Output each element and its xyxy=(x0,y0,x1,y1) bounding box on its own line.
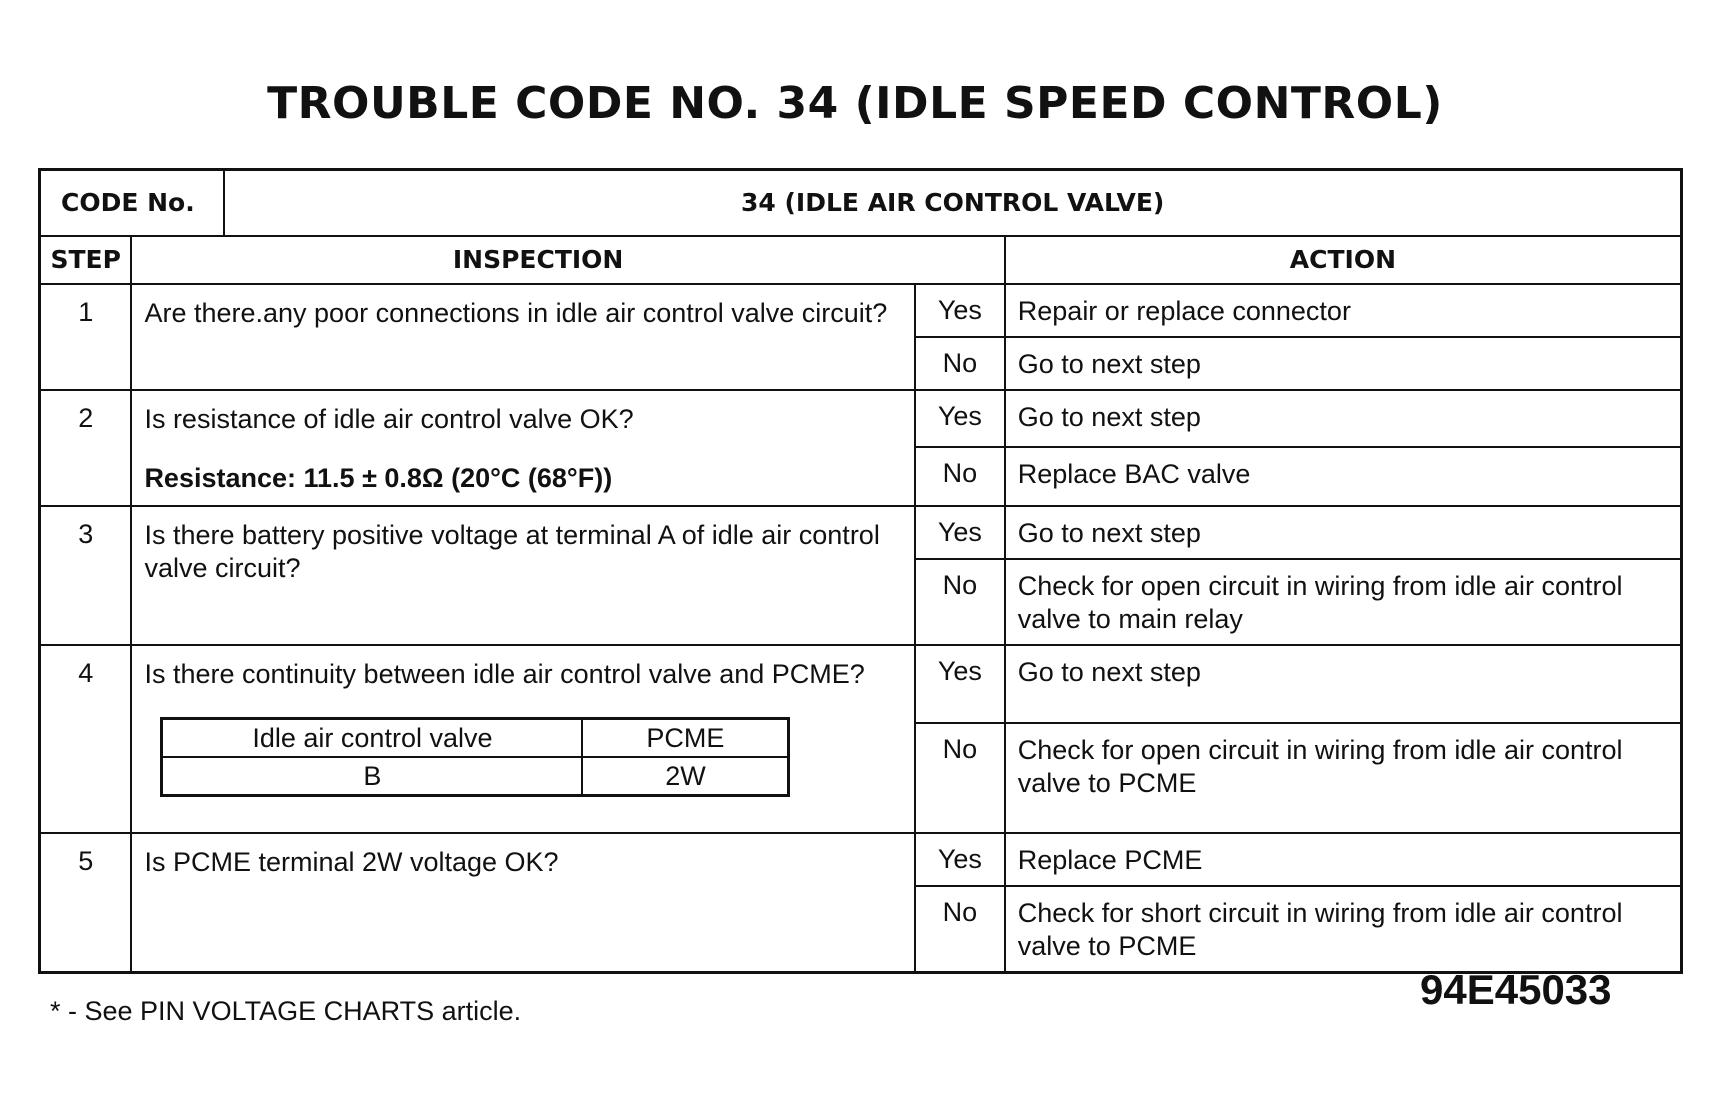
resistance-spec: Resistance: 11.5 ± 0.8Ω (20°C (68°F)) xyxy=(144,462,613,493)
yes-action: Repair or replace connector xyxy=(1005,284,1682,337)
no-action: Check for short circuit in wiring from idle air control valve to PCME xyxy=(1005,886,1682,973)
inspection-header: INSPECTION xyxy=(131,236,1004,284)
code-value: 34 (IDLE AIR CONTROL VALVE) xyxy=(224,170,1681,236)
table-row xyxy=(40,506,1682,559)
terminal-value-valve: B xyxy=(162,757,583,796)
inspection-text: Is there battery positive voltage at terminal A of idle air control valve circuit? xyxy=(131,506,915,645)
yes-action: Go to next step xyxy=(1005,390,1682,447)
code-label: CODE No. xyxy=(40,170,225,236)
terminal-value-pcme: 2W xyxy=(582,757,789,796)
inspection-text: Are there.any poor connections in idle air control valve circuit? xyxy=(131,284,915,390)
table-row xyxy=(40,645,1682,723)
terminal-table xyxy=(160,717,790,797)
no-action: Check for open circuit in wiring from idle air control valve to main relay xyxy=(1005,559,1682,645)
step-number: 3 xyxy=(40,506,132,645)
step-number: 1 xyxy=(40,284,132,390)
inspection-cell xyxy=(131,390,915,506)
header-row xyxy=(40,236,1682,284)
yes-label: Yes xyxy=(915,506,1005,559)
table-row xyxy=(40,833,1682,886)
no-label: No xyxy=(915,447,1005,506)
table-row xyxy=(40,390,1682,447)
yes-action: Go to next step xyxy=(1005,645,1682,723)
inspection-text: Is resistance of idle air control valve OK? xyxy=(144,403,634,434)
no-label: No xyxy=(915,337,1005,390)
no-action: Check for open circuit in wiring from idle air control valve to PCME xyxy=(1005,723,1682,833)
yes-action: Go to next step xyxy=(1005,506,1682,559)
yes-action: Replace PCME xyxy=(1005,833,1682,886)
trouble-code-table xyxy=(38,168,1683,974)
code-row xyxy=(40,170,1682,236)
inspection-cell xyxy=(131,645,915,833)
inspection-text: Is there continuity between idle air control valve and PCME? xyxy=(144,658,865,689)
no-label: No xyxy=(915,723,1005,833)
footnote: * - See PIN VOLTAGE CHARTS article. xyxy=(50,996,522,1026)
figure-id: 94E45033 xyxy=(1420,966,1612,1013)
yes-label: Yes xyxy=(915,645,1005,723)
step-number: 5 xyxy=(40,833,132,973)
page-title: TROUBLE CODE NO. 34 (IDLE SPEED CONTROL) xyxy=(267,78,1443,129)
action-header: ACTION xyxy=(1005,236,1682,284)
inspection-text: Is PCME terminal 2W voltage OK? xyxy=(131,833,915,973)
no-label: No xyxy=(915,886,1005,973)
no-action: Replace BAC valve xyxy=(1005,447,1682,506)
terminal-header-pcme: PCME xyxy=(582,718,789,757)
table-row xyxy=(40,284,1682,337)
no-label: No xyxy=(915,559,1005,645)
no-action: Go to next step xyxy=(1005,337,1682,390)
yes-label: Yes xyxy=(915,284,1005,337)
step-number: 2 xyxy=(40,390,132,506)
terminal-header-valve: Idle air control valve xyxy=(162,718,583,757)
yes-label: Yes xyxy=(915,390,1005,447)
yes-label: Yes xyxy=(915,833,1005,886)
step-header: STEP xyxy=(40,236,132,284)
step-number: 4 xyxy=(40,645,132,833)
